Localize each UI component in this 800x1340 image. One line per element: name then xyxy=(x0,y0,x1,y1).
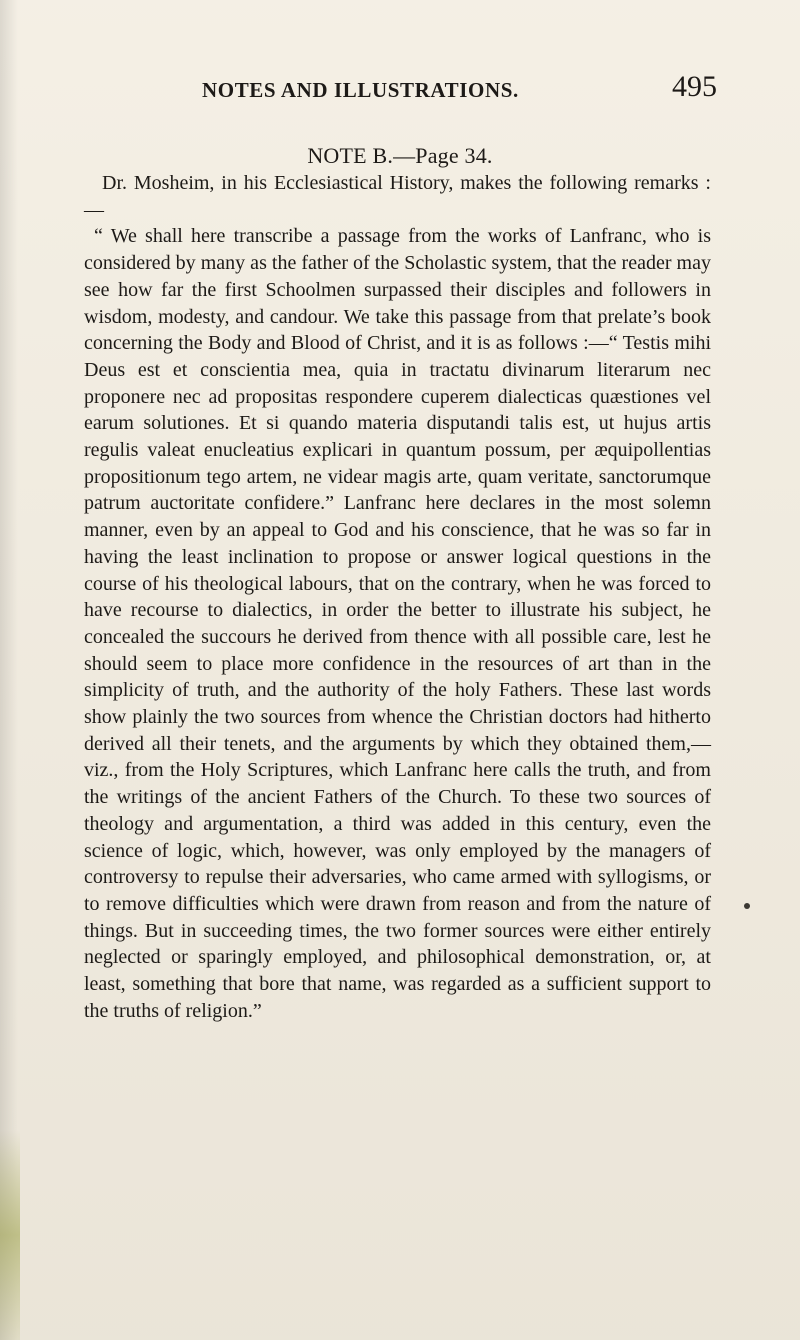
page-edge-stain xyxy=(0,1130,20,1340)
running-head: NOTES AND ILLUSTRATIONS. xyxy=(202,78,519,102)
paragraph-mosheim-intro: Dr. Mosheim, in his Ecclesiastical History, makes the following remarks :— xyxy=(84,172,711,221)
note-title: NOTE B.—Page 34. xyxy=(307,143,493,168)
note-body xyxy=(84,170,711,1025)
paragraph-quotation: “ We shall here transcribe a passage from the works of Lanfranc, who is considered by many as the father of the Scholastic system, that the reader may see how far the first Schoolmen surpassed their disciples and followers in wisdom, modesty, and candour. We take this passage from that prelate’s book concerning the Body and Blood of Christ, and it is as follows :—“ Testis mihi Deus est et conscientia mea, quia in tractatu divinarum literarum nec proponere nec ad propositas respondere cuperem dialecticas quæstiones vel earum solutiones. Et si quando materia disputandi talis est, ut hujus artis regulis valeat enucleatius explicari in quantum possum, per æquipollentias propositionum tego artem, ne videar magis arte, quam veritate, sanctorumque patrum auctoritate confidere.” Lanfranc here declares in the most solemn manner, even by an appeal to God and his conscience, that he was so far in having the least inclination to propose or answer logical questions in the course of his theological labours, that on the contrary, when he was forced to have recourse to dialectics, in order the better to illustrate his subject, he concealed the succours he derived from thence with all possible care, lest he should seem to place more confidence in the resources of art than in the simplicity of truth, and the authority of the holy Fathers. These last words show plainly the two sources from whence the Christian doctors had hitherto derived all their tenets, and the arguments by which they obtained them,— viz., from the Holy Scriptures, which Lanfranc here calls the truth, and from the writings of the ancient Fathers of the Church. To these two sources of theology and argumentation, a third was added in this century, even the science of logic, which, however, was only employed by the managers of controversy to repulse their adversaries, who came armed with syllogisms, or to remove difficulties which were drawn from reason and from the nature of things. But in succeeding times, the two former sources were either entirely neglected or sparingly employed, and philosophical demonstration, or, at least, something that bore that name, was regarded as a sufficient support to the truths of religion.” xyxy=(84,225,711,1022)
page-header xyxy=(202,70,717,114)
page-dot-mark xyxy=(744,903,750,909)
page-number: 495 xyxy=(672,70,717,103)
